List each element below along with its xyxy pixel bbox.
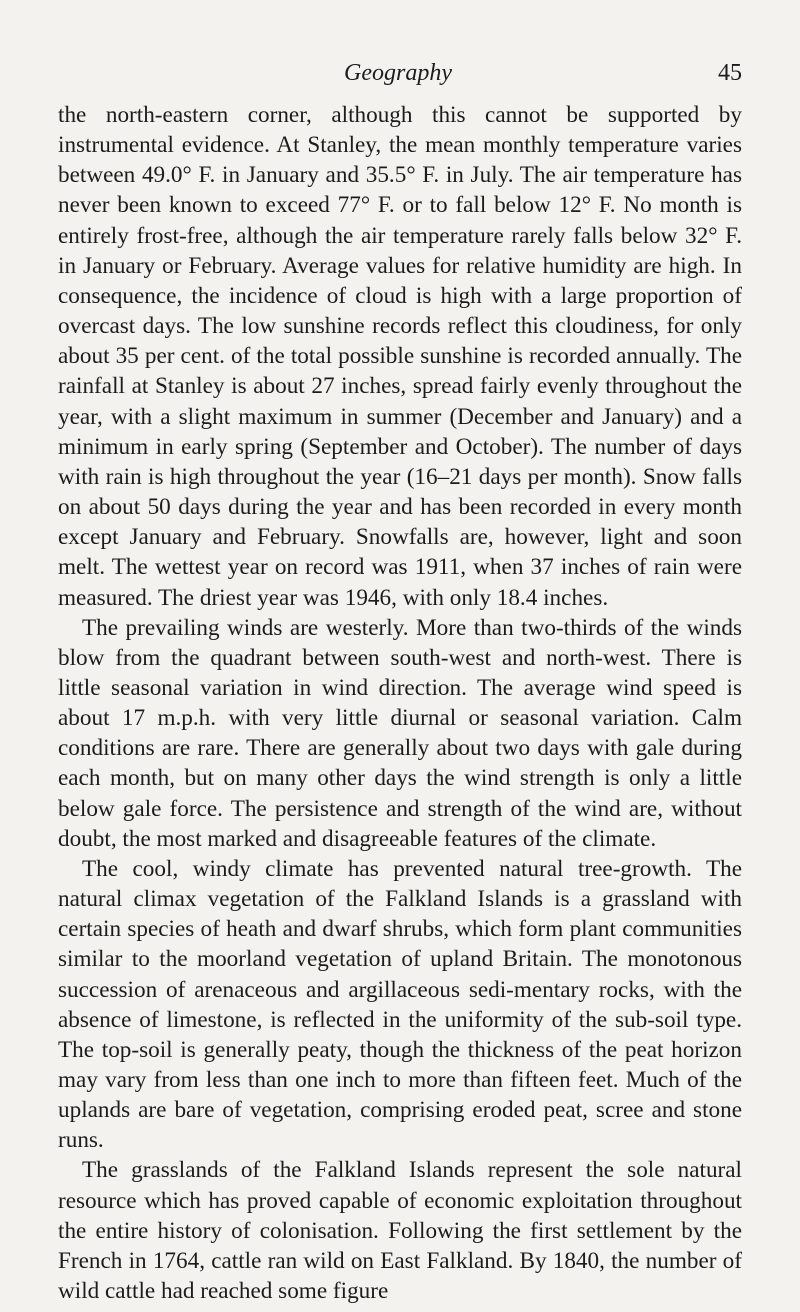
running-title: Geography: [344, 60, 452, 86]
book-page: [58, 60, 742, 1306]
body-text: [58, 100, 742, 1306]
page-number: 45: [718, 60, 742, 86]
running-head: [58, 60, 742, 96]
paragraph-grasslands: The grasslands of the Falkland Islands represent the sole natural resource which has proved capable of economic exploitation throughout the entire history of colonisation. Following the first settlement by the French in 1764, cattle ran wild on East Falkland. By 1840, the number of wild cattle had reached some figure: [58, 1157, 742, 1305]
paragraph-climate: the north-eastern corner, although this cannot be supported by instrumental evidence. At Stanley, the mean monthly temperature varies between 49.0° F. in January and 35.5° F. in July. The air temperature has never been known to exceed 77° F. or to fall below 12° F. No month is entirely frost-free, although the air temperature rarely falls below 32° F. in January or February. Average values for relative humidity are high. In consequence, the incidence of cloud is high with a large proportion of overcast days. The low sunshine records reflect this cloudiness, for only about 35 per cent. of the total possible sunshine is recorded annually. The rainfall at Stanley is about 27 inches, spread fairly evenly throughout the year, with a slight maximum in summer (December and January) and a minimum in early spring (September and October). The number of days with rain is high throughout the year (16–21 days per month). Snow falls on about 50 days during the year and has been recorded in every month except January and February. Snowfalls are, however, light and soon melt. The wettest year on record was 1911, when 37 inches of rain were measured. The driest year was 1946, with only 18.4 inches.: [58, 102, 742, 611]
paragraph-winds: The prevailing winds are westerly. More than two-thirds of the winds blow from the quadrant between south-west and north-west. There is little seasonal variation in wind direction. The average wind speed is about 17 m.p.h. with very little diurnal or seasonal variation. Calm conditions are rare. There are generally about two days with gale during each month, but on many other days the wind strength is only a little below gale force. The persistence and strength of the wind are, without doubt, the most marked and disagreeable features of the climate.: [58, 614, 742, 852]
paragraph-vegetation: The cool, windy climate has prevented natural tree-growth. The natural climax vegetation of the Falkland Islands is a grassland with certain species of heath and dwarf shrubs, which form plant communities similar to the moorland vegetation of upland Britain. The monotonous succession of arenaceous and argillaceous sedi-mentary rocks, with the absence of limestone, is reflected in the uniformity of the sub-soil type. The top-soil is generally peaty, though the thickness of the peat horizon may vary from less than one inch to more than fifteen feet. Much of the uplands are bare of vegetation, comprising eroded peat, scree and stone runs.: [58, 855, 742, 1154]
